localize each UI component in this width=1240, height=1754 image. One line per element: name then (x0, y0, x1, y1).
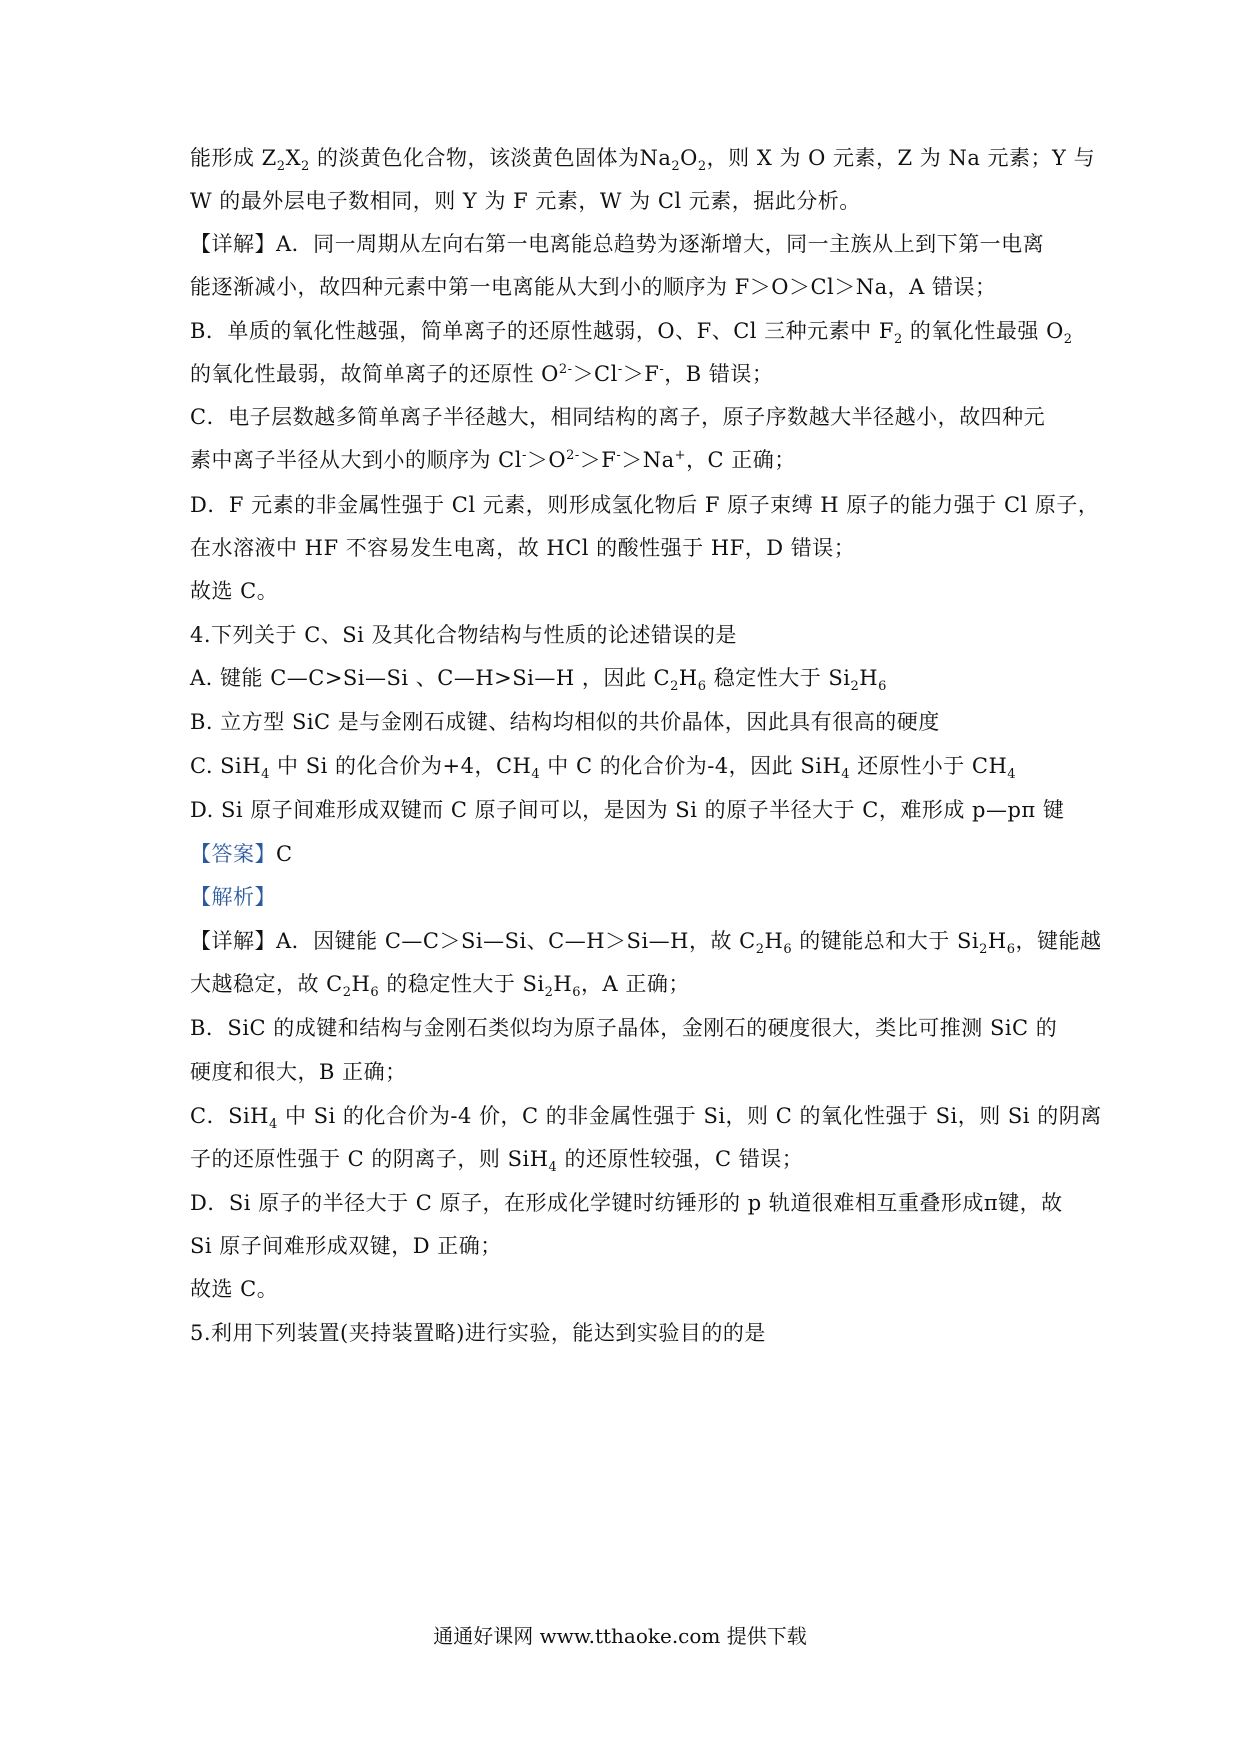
text-segment: ，A 正确； (580, 972, 690, 996)
superscript: 2- (558, 362, 573, 377)
text-segment: ，则 X 为 O 元素，Z 为 Na 元素；Y 与 (706, 146, 1096, 170)
text-line (190, 1318, 1070, 1348)
text-segment: H (764, 929, 784, 953)
text-line (190, 926, 1102, 958)
subscript: 2 (544, 985, 554, 1001)
text-segment: W 的最外层电子数相同，则 Y 为 F 元素，W 为 Cl 元素，据此分析。 (190, 189, 861, 213)
text-segment: 硬度和很大，B 正确； (190, 1060, 407, 1084)
text-segment: B. 立方型 SiC 是与金刚石成键、结构均相似的共价晶体，因此具有很高的硬度 (190, 710, 940, 734)
superscript: - (616, 448, 622, 463)
text-line (190, 1231, 1070, 1261)
subscript: 2 (670, 679, 679, 695)
subscript: 4 (1007, 767, 1017, 783)
page-footer: 通通好课网 www.tthaoke.com 提供下载 (433, 1624, 807, 1648)
text-segment: 的氧化性最弱，故简单离子的还原性 O (190, 362, 559, 386)
superscript: - (617, 362, 623, 377)
text-line (190, 445, 1070, 475)
text-segment: A. 键能 C—C>Si—Si 、C—H>Si—H ，因此 C (190, 666, 671, 690)
text-line (190, 1013, 1070, 1043)
text-segment: D．F 元素的非金属性强于 Cl 元素，则形成氢化物后 F 原子束缚 H 原子的能力强于 Cl 原子， (190, 493, 1100, 517)
text-segment: 的淡黄色化合物，该淡黄色固体为Na (309, 146, 672, 170)
superscript: + (674, 448, 687, 463)
section-label: 【答案】 (190, 842, 276, 866)
text-segment: 4.下列关于 C、Si 及其化合物结构与性质的论述错误的是 (190, 623, 738, 647)
subscript: 6 (783, 942, 793, 958)
subscript: 2 (755, 942, 765, 958)
text-line (190, 272, 1070, 302)
subscript: 4 (531, 767, 541, 783)
text-line (190, 402, 1070, 432)
text-line (190, 969, 1070, 999)
text-segment: C. SiH (190, 754, 262, 778)
subscript: 2 (671, 159, 681, 175)
text-segment: 能形成 Z (190, 146, 277, 170)
text-segment: 子的还原性强于 C 的阴离子，则 SiH (190, 1147, 549, 1171)
text-segment: ＞O (526, 448, 567, 472)
text-segment: 5.利用下列装置(夹持装置略)进行实验，能达到实验目的的是 (190, 1321, 766, 1345)
subscript: 4 (841, 767, 851, 783)
text-line (190, 186, 1070, 216)
text-line (190, 359, 1070, 389)
subscript: 4 (548, 1160, 558, 1176)
text-line (190, 707, 1070, 737)
subscript: 2 (1063, 332, 1073, 348)
superscript: - (659, 362, 665, 377)
text-segment: D．Si 原子的半径大于 C 原子，在形成化学键时纺锤形的 p 轨道很难相互重叠形成π键，故 (190, 1191, 1063, 1215)
text-line (190, 795, 1070, 825)
text-segment: ＞F (622, 362, 660, 386)
text-line (190, 1274, 1070, 1304)
text-line (190, 839, 1070, 869)
text-segment: C．SiH (190, 1104, 269, 1128)
subscript: 6 (1006, 942, 1016, 958)
text-segment: H (678, 666, 698, 690)
text-line (190, 882, 1070, 912)
text-segment: ，B 错误； (664, 362, 774, 386)
text-segment: 的还原性较强，C 错误； (557, 1147, 804, 1171)
text-line (190, 620, 1070, 650)
text-segment: 【详解】A．同一周期从左向右第一电离能总趋势为逐渐增大，同一主族从上到下第一电离 (190, 232, 1045, 256)
section-label: 【解析】 (190, 885, 276, 909)
text-segment: 能逐渐减小，故四种元素中第一电离能从大到小的顺序为 F＞O＞Cl＞Na，A 错误； (190, 275, 997, 299)
text-segment: 中 C 的化合价为-4，因此 SiH (540, 754, 842, 778)
text-segment: H (553, 972, 573, 996)
subscript: 4 (261, 767, 270, 783)
text-segment: ＞Cl (572, 362, 618, 386)
text-segment: 【详解】A．因键能 C—C＞Si—Si、C—H＞Si—H，故 C (190, 929, 756, 953)
text-line (190, 751, 1070, 781)
text-segment: 故选 C。 (190, 1277, 279, 1301)
text-line (190, 1057, 1070, 1087)
subscript: 2 (850, 679, 860, 695)
subscript: 2 (697, 159, 707, 175)
subscript: 2 (276, 159, 286, 175)
text-segment: ＞F (579, 448, 617, 472)
subscript: 6 (572, 985, 581, 1001)
subscript: 2 (342, 985, 352, 1001)
text-segment: 在水溶液中 HF 不容易发生电离，故 HCl 的酸性强于 HF，D 错误； (190, 536, 856, 560)
subscript: 6 (697, 679, 707, 695)
text-line (190, 1101, 1102, 1133)
subscript: 2 (893, 332, 903, 348)
text-segment: 中 Si 的化合价为-4 价，C 的非金属性强于 Si，则 C 的氧化性强于 Si，则 Si 的阴离 (277, 1104, 1102, 1128)
text-segment: X (285, 146, 302, 170)
text-segment: 的键能总和大于 Si (792, 929, 980, 953)
text-segment: ，C 正确； (686, 448, 796, 472)
text-segment: C．电子层数越多简单离子半径越大，相同结构的离子，原子序数越大半径越小，故四种元 (190, 405, 1046, 429)
text-segment: 还原性小于 CH (850, 754, 1008, 778)
text-segment: 的稳定性大于 Si (379, 972, 545, 996)
text-segment: ＞Na (621, 448, 675, 472)
text-segment: 故选 C。 (190, 579, 279, 603)
text-line (190, 1188, 1070, 1218)
superscript: 2- (566, 448, 580, 463)
subscript: 2 (301, 159, 310, 175)
text-line (190, 490, 1100, 520)
text-segment: H (351, 972, 371, 996)
text-line (190, 316, 1073, 348)
text-segment: B．SiC 的成键和结构与金刚石类似均为原子晶体，金刚石的硬度很大，类比可推测 SiC 的 (190, 1016, 1058, 1040)
text-segment: H (987, 929, 1007, 953)
text-segment: 素中离子半径从大到小的顺序为 Cl (190, 448, 522, 472)
subscript: 6 (370, 985, 380, 1001)
text-line (190, 576, 1070, 606)
text-segment: O (680, 146, 698, 170)
text-segment: 中 Si 的化合价为+4，CH (269, 754, 532, 778)
text-line (190, 143, 1096, 175)
text-segment: Si 原子间难形成双键，D 正确； (190, 1234, 502, 1258)
text-segment: ，键能越 (1015, 929, 1102, 953)
subscript: 6 (878, 679, 887, 695)
text-segment: 大越稳定，故 C (190, 972, 343, 996)
subscript: 2 (979, 942, 988, 958)
text-line (190, 229, 1070, 259)
text-line (190, 663, 1070, 693)
text-segment: C (276, 842, 293, 866)
subscript: 4 (268, 1117, 278, 1133)
text-line (190, 533, 1070, 563)
text-segment: B．单质的氧化性越强，简单离子的还原性越弱，O、F、Cl 三种元素中 F (190, 319, 894, 343)
text-segment: 的氧化性最强 O (902, 319, 1064, 343)
text-segment: 稳定性大于 Si (706, 666, 851, 690)
text-segment: D. Si 原子间难形成双键而 C 原子间可以，是因为 Si 的原子半径大于 C，难形成 p—pπ 键 (190, 798, 1065, 822)
text-segment: H (859, 666, 879, 690)
superscript: - (521, 448, 527, 463)
text-line (190, 1144, 1070, 1174)
